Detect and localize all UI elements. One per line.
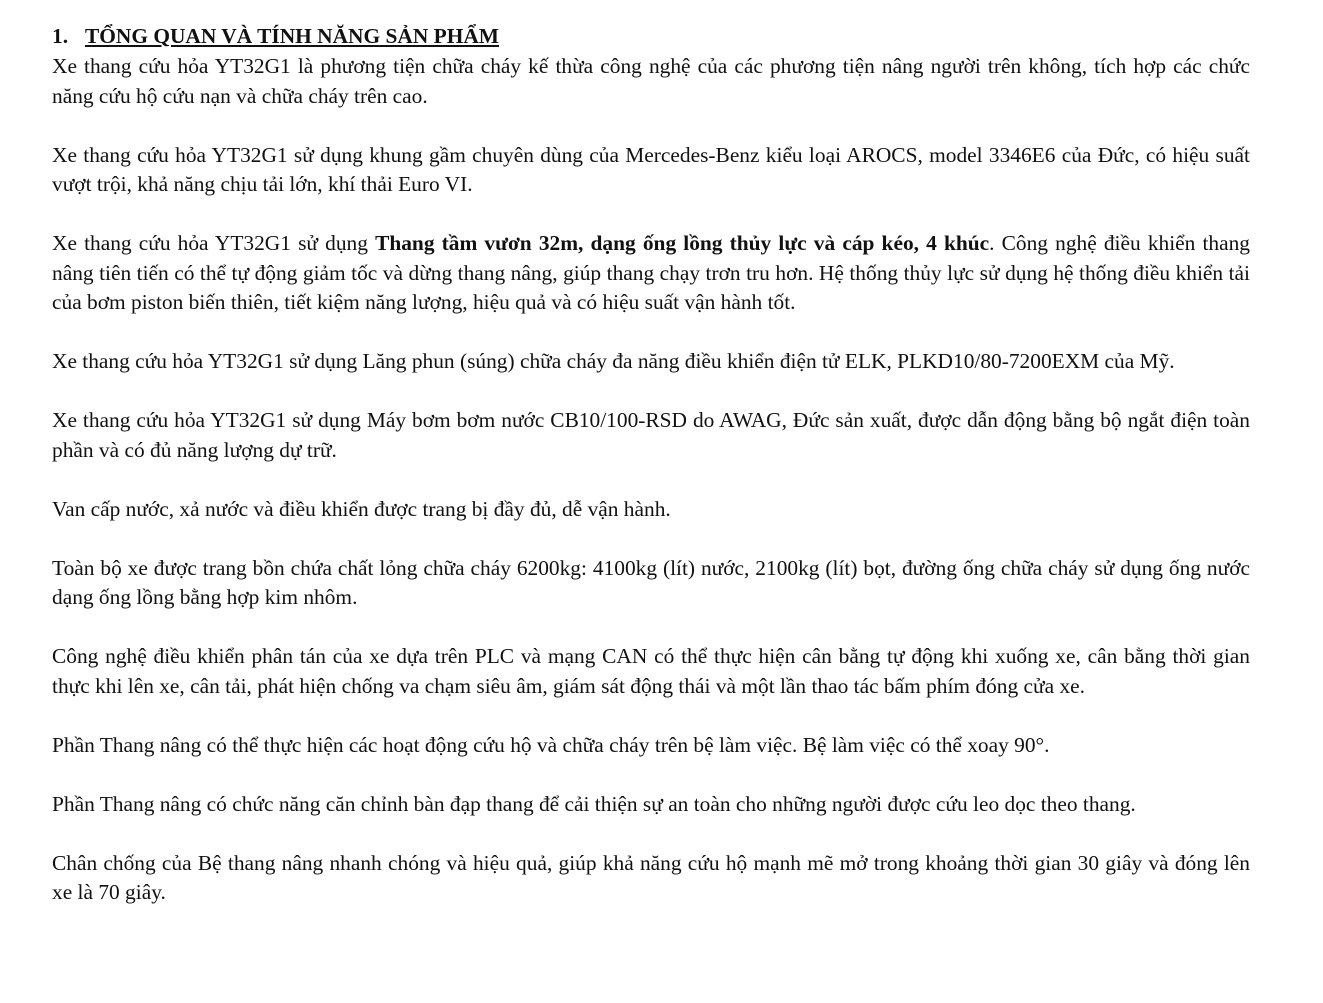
paragraph-pump: Xe thang cứu hỏa YT32G1 sử dụng Máy bơm bơm nước CB10/100-RSD do AWAG, Đức sản xuất, được dẫn động bằng bộ ngắt điện toàn phần và có đủ năng lượng dự trữ. xyxy=(52,408,1250,462)
document-page xyxy=(52,20,1250,937)
paragraph-overview: Xe thang cứu hỏa YT32G1 là phương tiện chữa cháy kế thừa công nghệ của các phương tiện nâng người trên không, tích hợp các chức năng cứu hộ cứu nạn và chữa cháy trên cao. xyxy=(52,54,1250,108)
paragraph-monitor: Xe thang cứu hỏa YT32G1 sử dụng Lăng phun (súng) chữa cháy đa năng điều khiển điện tử ELK, PLKD10/80-7200EXM của Mỹ. xyxy=(52,349,1175,373)
paragraph-control: Công nghệ điều khiển phân tán của xe dựa trên PLC và mạng CAN có thể thực hiện cân bằng tự động khi xuống xe, cân bằng thời gian thực khi lên xe, cân tải, phát hiện chống va chạm siêu âm, giám sát động thái và một lần thao tác bấm phím đóng cửa xe. xyxy=(52,644,1250,698)
paragraph-ladder xyxy=(52,229,1250,318)
paragraph-ladder-intro: Xe thang cứu hỏa YT32G1 sử dụng xyxy=(52,231,376,255)
paragraph-outriggers: Chân chống của Bệ thang nâng nhanh chóng và hiệu quả, giúp khả năng cứu hộ mạnh mẽ mở trong khoảng thời gian 30 giây và đóng lên xe là 70 giây. xyxy=(52,850,1250,904)
paragraph-tank: Toàn bộ xe được trang bồn chứa chất lỏng chữa cháy 6200kg: 4100kg (lít) nước, 2100kg (lít) bọt, đường ống chữa cháy sử dụng ống nước dạng ống lồng bằng hợp kim nhôm. xyxy=(52,555,1250,609)
paragraph-ladder-rest: . Công nghệ điều khiển thang nâng tiên tiến có thể tự động giảm tốc và dừng thang nâng, giúp thang chạy trơn tru hơn. Hệ thống thủy lực sử dụng hệ thống điều khiển tải của bơm piston biến thiên, tiết kiệm năng lượng, hiệu quả và có hiệu suất vận hành tốt. xyxy=(52,231,1250,314)
section-title: TỔNG QUAN VÀ TÍNH NĂNG SẢN PHẨM xyxy=(85,24,499,48)
section-heading xyxy=(52,20,1250,52)
paragraph-ladder-bold: Thang tầm vươn 32m, dạng ống lồng thủy lực và cáp kéo, 4 khúc xyxy=(375,231,990,255)
paragraph-chassis: Xe thang cứu hỏa YT32G1 sử dụng khung gầm chuyên dùng của Mercedes-Benz kiểu loại AROCS, model 3346E6 của Đức, có hiệu suất vượt trội, khả năng chịu tải lớn, khí thải Euro VI. xyxy=(52,142,1250,196)
paragraph-platform: Phần Thang nâng có thể thực hiện các hoạt động cứu hộ và chữa cháy trên bệ làm việc. Bệ làm việc có thể xoay 90°. xyxy=(52,732,1050,757)
paragraph-valves: Van cấp nước, xả nước và điều khiển được trang bị đầy đủ, dễ vận hành. xyxy=(52,496,671,521)
section-number: 1. xyxy=(52,24,69,48)
paragraph-step-alignment: Phần Thang nâng có chức năng căn chỉnh bàn đạp thang để cải thiện sự an toàn cho những người được cứu leo dọc theo thang. xyxy=(52,791,1136,816)
